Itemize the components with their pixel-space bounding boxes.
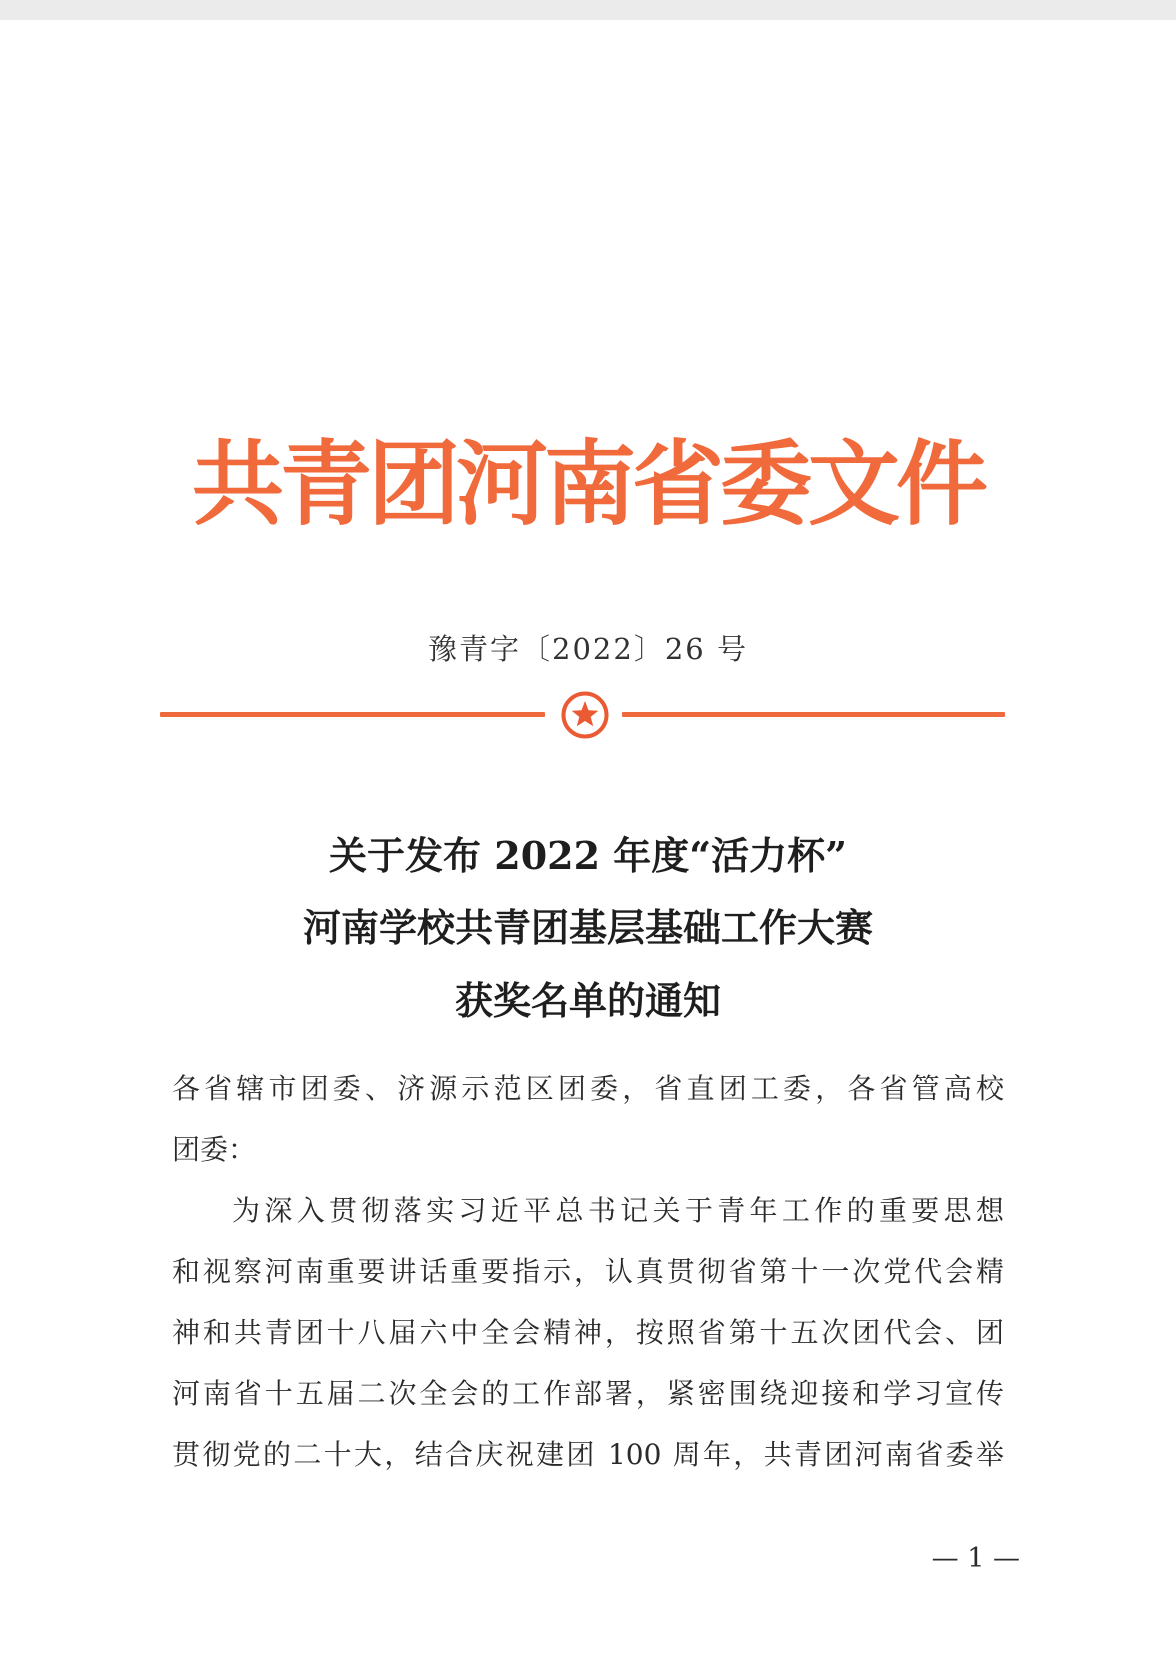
body-paragraph-line-5: 贯彻党的二十大，结合庆祝建团 100 周年，共青团河南省委举	[172, 1438, 1004, 1471]
red-rule-right	[622, 712, 1005, 717]
body-paragraph-line-1: 为深入贯彻落实习近平总书记关于青年工作的重要思想	[232, 1194, 1004, 1227]
red-rule-left	[160, 712, 545, 717]
body-paragraph-line-4: 河南省十五届二次全会的工作部署，紧密围绕迎接和学习宣传	[172, 1377, 1004, 1410]
top-strip	[0, 0, 1176, 20]
notice-title-line-3: 获奖名单的通知	[454, 978, 721, 1023]
notice-title-line-2: 河南学校共青团基层基础工作大赛	[302, 905, 873, 950]
addressee-line-1: 各省辖市团委、济源示范区团委，省直团工委，各省管高校	[172, 1072, 1004, 1105]
letterhead: 共青团河南省委文件	[191, 431, 984, 538]
body-paragraph-line-3: 神和共青团十八届六中全会精神，按照省第十五次团代会、团	[172, 1316, 1004, 1349]
body-paragraph-line-2: 和视察河南重要讲话重要指示，认真贯彻省第十一次党代会精	[172, 1255, 1004, 1288]
emblem-star	[572, 701, 599, 726]
notice-title-line-1: 关于发布 2022 年度“活力杯”	[329, 833, 847, 878]
document-number: 豫青字〔2022〕26 号	[428, 632, 748, 666]
addressee-line-2: 团委：	[172, 1133, 257, 1166]
red-star-emblem-icon	[560, 690, 610, 740]
page-number: — 1 —	[931, 1543, 1020, 1574]
